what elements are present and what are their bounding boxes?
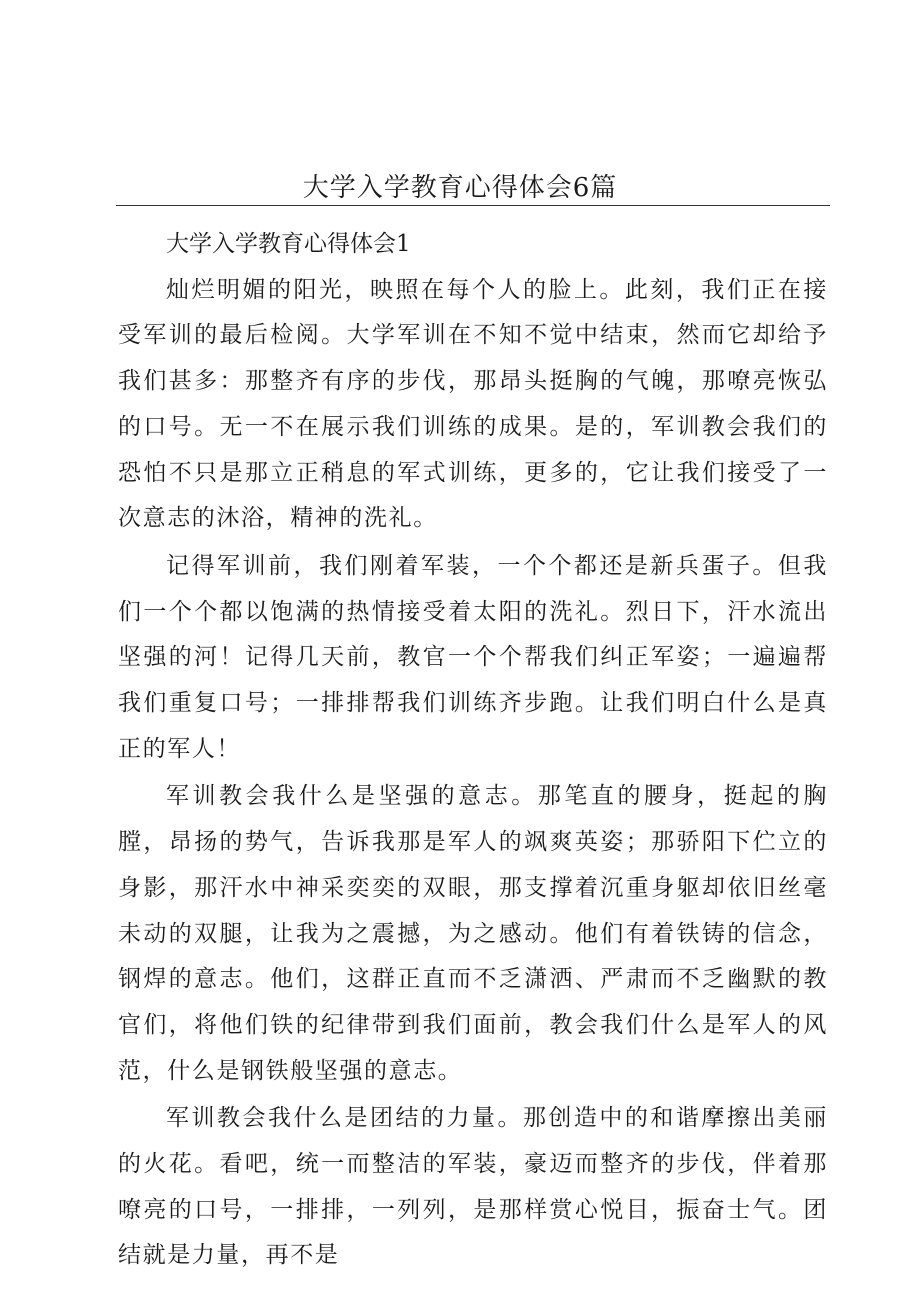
section-heading: 大学入学教育心得体会1 — [166, 231, 411, 257]
document-body — [118, 222, 828, 1279]
body-paragraph: 军训教会我什么是坚强的意志。那笔直的腰身，挺起的胸膛，昂扬的势气，告诉我那是军人的飒爽英姿；那骄阳下伫立的身影，那汗水中神采奕奕的双眼，那支撑着沉重身躯却依旧丝毫未动的双腿，让我为之震撼，为之感动。他们有着铁铸的信念，钢焊的意志。他们，这群正直而不乏潇洒、严肃而不乏幽默的教官们，将他们铁的纪律带到我们面前，教会我们什么是军人的风范，什么是钢铁般坚强的意志。 — [118, 783, 828, 1084]
body-paragraph: 灿烂明媚的阳光，映照在每个人的脸上。此刻，我们正在接受军训的最后检阅。大学军训在不知不觉中结束，然而它却给予我们甚多：那整齐有序的步伐，那昂头挺胸的气魄，那嘹亮恢弘的口号。无一不在展示我们训练的成果。是的，军训教会我们的恐怕不只是那立正稍息的军式训练，更多的，它让我们接受了一次意志的沐浴，精神的洗礼。 — [118, 276, 828, 532]
document-title: 大学入学教育心得体会6篇 — [302, 173, 618, 203]
title-underline — [116, 205, 830, 206]
body-paragraph: 记得军训前，我们刚着军装，一个个都还是新兵蛋子。但我们一个个都以饱满的热情接受着太阳的洗礼。烈日下，汗水流出坚强的河！记得几天前，教官一个个帮我们纠正军姿；一遍遍帮我们重复口号；一排排帮我们训练齐步跑。让我们明白什么是真正的军人！ — [118, 552, 828, 762]
body-paragraph: 军训教会我什么是团结的力量。那创造中的和谐摩擦出美丽的火花。看吧，统一而整洁的军装，豪迈而整齐的步伐，伴着那嘹亮的口号，一排排，一列列，是那样赏心悦目，振奋士气。团结就是力量，再不是 — [118, 1105, 828, 1269]
